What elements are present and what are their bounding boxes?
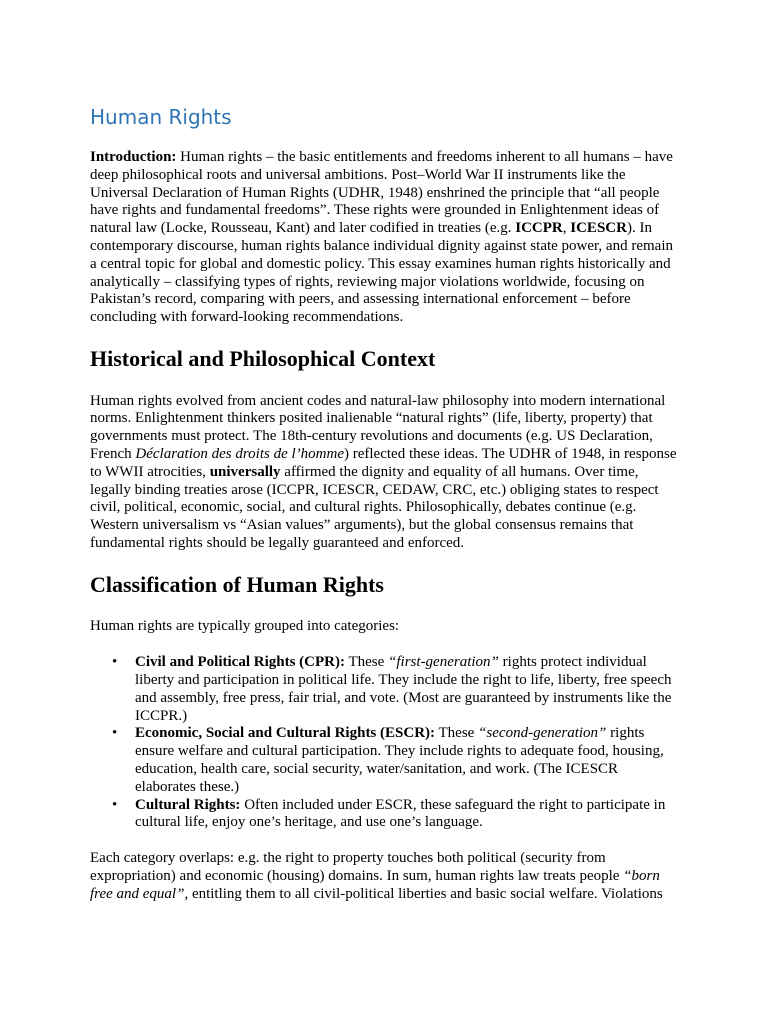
icescr-term: ICESCR (570, 220, 627, 237)
classification-heading: Classification of Human Rights (90, 571, 384, 597)
list-item-cultural (90, 797, 682, 833)
document-title: Human Rights (90, 105, 232, 129)
history-text-1: Human rights evolved from ancient codes and natural-law philosophy into modern international norms. Enlightenment thinkers posited inalienable “natural rights” (life, liberty, property) that governments must protect. The 18th-century revolutions and documents (e.g. US Declaration, French (90, 392, 666, 462)
bullet-icon: • (112, 796, 118, 813)
history-text-2: ) reflected these ideas. The UDHR of 1948, in response to WWII atrocities, (90, 445, 677, 480)
cultural-label: Cultural Rights: (135, 796, 241, 813)
history-text-3: affirmed the dignity and equality of all humans. Over time, legally binding treaties arose (ICCPR, ICESCR, CEDAW, CRC, etc.) obliging states to respect civil, political, economic, social, and cultural rights. Philosophically, debates continue (e.g. Western universalism vs “Asian values” arguments), but the global consensus remains that fundamental rights should be legally guaranteed and enforced. (90, 463, 659, 551)
escr-label: Economic, Social and Cultural Rights (ESCR): (135, 725, 436, 742)
cpr-generation: “first-generation” (388, 654, 499, 671)
intro-text-2: ). In contemporary discourse, human rights balance individual dignity against state power, and remain a central topic for global and domestic policy. This essay examines human rights historically and analytically – classifying types of rights, reviewing major violations worldwide, focusing on Pakistan’s record, comparing with peers, and assessing international enforcement – before concluding with forward-looking recommendations. (90, 220, 673, 326)
intro-paragraph (90, 149, 682, 327)
rights-category-list (90, 654, 682, 832)
universally-term: universally (209, 463, 281, 480)
classification-lead: Human rights are typically grouped into categories: (90, 618, 400, 635)
bullet-icon: • (112, 654, 118, 671)
cultural-text: Often included under ESCR, these safeguard the right to participate in cultural life, enjoy one’s heritage, and use one’s language. (135, 796, 666, 831)
iccpr-term: ICCPR (515, 220, 563, 237)
history-heading: Historical and Philosophical Context (90, 345, 436, 371)
list-item-cpr (90, 654, 682, 725)
closing-text-1: Each category overlaps: e.g. the right to property touches both political (security from expropriation) and economic (housing) domains. In sum, human rights law treats people (90, 850, 624, 884)
french-declaration-title: Déclaration des droits de l’homme (135, 445, 344, 462)
intro-comma: , (562, 220, 571, 237)
history-paragraph (90, 393, 682, 553)
closing-text-2: , entitling them to all civil-political liberties and basic social welfare. Violations (184, 885, 663, 902)
closing-paragraph (90, 850, 682, 903)
cpr-text-pre: These (345, 654, 389, 671)
intro-label: Introduction: (90, 149, 177, 165)
escr-text-post: rights ensure welfare and cultural participation. They include rights to adequate food, housing, education, health care, social security, water/sanitation, and work. (The ICESCR elaborates these.) (135, 725, 664, 795)
escr-text-pre: These (435, 725, 479, 742)
born-free-quote: “born free and equal” (90, 867, 660, 902)
bullet-icon: • (112, 725, 118, 742)
intro-text-1: Human rights – the basic entitlements and freedoms inherent to all humans – have deep philosophical roots and universal ambitions. Post–World War II instruments like the Universal Declaration of Human Rights (UDHR, 1948) enshrined the principle that “all people have rights and fundamental freedoms”. These rights were grounded in Enlightenment ideas of natural law (Locke, Rousseau, Kant) and later codified in treaties (e.g. (90, 149, 673, 237)
list-item-escr (90, 725, 682, 796)
cpr-text-post: rights protect individual liberty and participation in political life. They include the right to life, liberty, free speech and assembly, free press, fair trial, and vote. (Most are guaranteed by instruments like the ICCPR.) (135, 654, 672, 724)
escr-generation: “second-generation” (478, 725, 607, 742)
cpr-label: Civil and Political Rights (CPR): (135, 654, 345, 671)
